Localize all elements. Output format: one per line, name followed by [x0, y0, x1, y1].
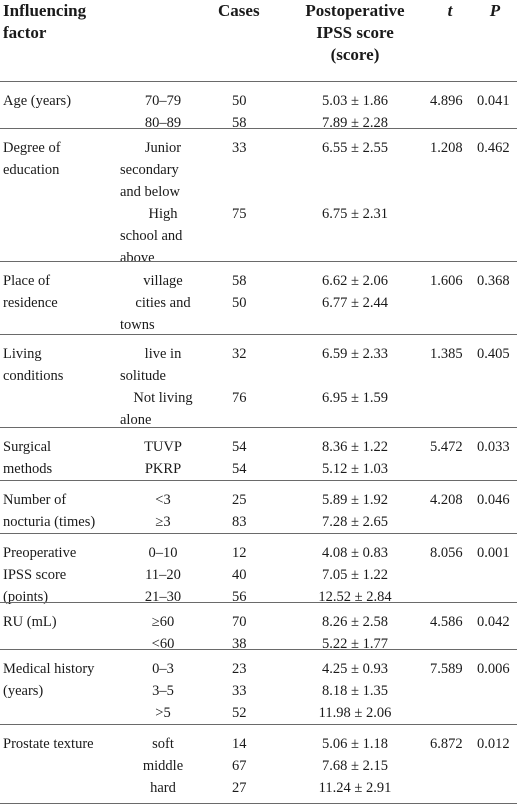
- cases-value: 70: [232, 614, 247, 630]
- p-value: 0.042: [477, 614, 510, 630]
- subgroup-label: above: [120, 250, 155, 266]
- score-value: 5.22 ± 1.77: [322, 636, 388, 652]
- cases-value: 54: [232, 461, 247, 477]
- score-value: 8.18 ± 1.35: [322, 683, 388, 699]
- row-divider: [0, 724, 517, 725]
- subgroup-label: >5: [155, 705, 171, 721]
- subgroup-label: 0–3: [152, 661, 174, 677]
- t-value: 6.872: [430, 736, 463, 752]
- score-value: 6.75 ± 2.31: [322, 206, 388, 222]
- score-value: 7.05 ± 1.22: [322, 567, 388, 583]
- subgroup-label: <3: [155, 492, 171, 508]
- factor-label: nocturia (times): [3, 514, 96, 530]
- cases-value: 52: [232, 705, 247, 721]
- p-value: 0.405: [477, 346, 510, 362]
- subgroup-label: TUVP: [144, 439, 182, 455]
- cases-value: 14: [232, 736, 247, 752]
- header-factor-line: Influencing: [3, 1, 87, 20]
- subgroup-label: village: [143, 273, 183, 289]
- subgroup-label: live in: [144, 346, 182, 362]
- factor-label: Living: [3, 346, 42, 362]
- score-value: 8.26 ± 2.58: [322, 614, 388, 630]
- subgroup-label: towns: [120, 317, 155, 333]
- cases-value: 83: [232, 514, 247, 530]
- factor-label: RU (mL): [3, 614, 57, 630]
- factor-label: Preoperative: [3, 545, 77, 561]
- subgroup-label: High: [148, 206, 178, 222]
- score-value: 5.03 ± 1.86: [322, 93, 388, 109]
- p-value: 0.462: [477, 140, 510, 156]
- score-value: 12.52 ± 2.84: [318, 589, 392, 605]
- subgroup-label: school and: [120, 228, 183, 244]
- p-value: 0.001: [477, 545, 510, 561]
- header-score-line: IPSS score: [316, 23, 394, 42]
- t-value: 8.056: [430, 545, 463, 561]
- factor-label: Age (years): [3, 93, 72, 109]
- subgroup-label: 11–20: [145, 567, 181, 583]
- subgroup-label: 3–5: [152, 683, 174, 699]
- factor-label: conditions: [3, 368, 64, 384]
- score-value: 7.89 ± 2.28: [322, 115, 388, 131]
- subgroup-label: cities and: [135, 295, 191, 311]
- row-divider: [0, 649, 517, 650]
- cases-value: 58: [232, 273, 247, 289]
- cases-value: 50: [232, 93, 247, 109]
- t-value: 4.896: [430, 93, 463, 109]
- factor-label: Prostate texture: [3, 736, 94, 752]
- subgroup-label: 70–79: [144, 93, 182, 109]
- cases-value: 32: [232, 346, 247, 362]
- score-value: 6.59 ± 2.33: [322, 346, 388, 362]
- subgroup-label: ≥3: [155, 514, 171, 530]
- factor-label: (points): [3, 589, 49, 605]
- cases-value: 75: [232, 206, 247, 222]
- header-score: [280, 0, 430, 66]
- score-value: 5.12 ± 1.03: [322, 461, 388, 477]
- cases-value: 25: [232, 492, 247, 508]
- factor-label: Surgical: [3, 439, 52, 455]
- p-value: 0.012: [477, 736, 510, 752]
- score-value: 6.62 ± 2.06: [322, 273, 388, 289]
- score-value: 4.08 ± 0.83: [322, 545, 388, 561]
- cases-value: 54: [232, 439, 247, 455]
- header-score-line: (score): [330, 45, 380, 64]
- t-value: 1.208: [430, 140, 463, 156]
- cases-value: 27: [232, 780, 247, 796]
- cases-value: 56: [232, 589, 247, 605]
- subgroup-label: Not living: [133, 390, 193, 406]
- subgroup-label: and below: [120, 184, 180, 200]
- subgroup-label: solitude: [120, 368, 166, 384]
- cases-value: 33: [232, 140, 247, 156]
- t-value: 4.586: [430, 614, 463, 630]
- header-p: P: [489, 1, 501, 20]
- subgroup-label: 80–89: [144, 115, 182, 131]
- score-value: 7.68 ± 2.15: [322, 758, 388, 774]
- cases-value: 23: [232, 661, 247, 677]
- score-value: 11.98 ± 2.06: [318, 705, 392, 721]
- t-value: 4.208: [430, 492, 463, 508]
- subgroup-label: soft: [152, 736, 174, 752]
- cases-value: 58: [232, 115, 247, 131]
- row-divider: [0, 480, 517, 481]
- header-rule: [0, 81, 517, 82]
- factor-label: Degree of: [3, 140, 61, 156]
- cases-value: 38: [232, 636, 247, 652]
- factor-label: methods: [3, 461, 53, 477]
- header-score-line: Postoperative: [305, 1, 405, 20]
- score-value: 6.55 ± 2.55: [322, 140, 388, 156]
- cases-value: 33: [232, 683, 247, 699]
- factor-label: Place of: [3, 273, 51, 289]
- cases-value: 67: [232, 758, 247, 774]
- header-factor-line: factor: [3, 23, 47, 42]
- score-value: 4.25 ± 0.93: [322, 661, 388, 677]
- factor-label: residence: [3, 295, 58, 311]
- score-value: 8.36 ± 1.22: [322, 439, 388, 455]
- subgroup-label: Junior: [144, 140, 182, 156]
- score-value: 6.77 ± 2.44: [322, 295, 388, 311]
- factor-label: (years): [3, 683, 44, 699]
- subgroup-label: alone: [120, 412, 152, 428]
- subgroup-label: PKRP: [144, 461, 182, 477]
- t-value: 5.472: [430, 439, 463, 455]
- p-value: 0.041: [477, 93, 510, 109]
- score-value: 5.06 ± 1.18: [322, 736, 388, 752]
- cases-value: 40: [232, 567, 247, 583]
- t-value: 1.385: [430, 346, 463, 362]
- p-value: 0.046: [477, 492, 510, 508]
- cases-value: 50: [232, 295, 247, 311]
- score-value: 5.89 ± 1.92: [322, 492, 388, 508]
- subgroup-label: middle: [142, 758, 184, 774]
- subgroup-label: 0–10: [148, 545, 178, 561]
- row-divider: [0, 128, 517, 129]
- row-divider: [0, 533, 517, 534]
- factor-label: Number of: [3, 492, 67, 508]
- subgroup-label: <60: [151, 636, 175, 652]
- subgroup-label: hard: [150, 780, 176, 796]
- factor-label: Medical history: [3, 661, 95, 677]
- factor-label: IPSS score: [3, 567, 67, 583]
- p-value: 0.006: [477, 661, 510, 677]
- factor-label: education: [3, 162, 60, 178]
- row-divider: [0, 602, 517, 603]
- score-value: 7.28 ± 2.65: [322, 514, 388, 530]
- row-divider: [0, 261, 517, 262]
- subgroup-label: secondary: [120, 162, 179, 178]
- cases-value: 76: [232, 390, 247, 406]
- header-cases: Cases: [218, 1, 260, 20]
- score-value: 6.95 ± 1.59: [322, 390, 388, 406]
- header-factor: [3, 0, 86, 44]
- p-value: 0.033: [477, 439, 510, 455]
- p-value: 0.368: [477, 273, 510, 289]
- row-divider: [0, 427, 517, 428]
- t-value: 7.589: [430, 661, 463, 677]
- header-t: t: [447, 1, 453, 20]
- score-value: 11.24 ± 2.91: [318, 780, 392, 796]
- cases-value: 12: [232, 545, 247, 561]
- row-divider: [0, 334, 517, 335]
- subgroup-label: ≥60: [151, 614, 175, 630]
- t-value: 1.606: [430, 273, 463, 289]
- subgroup-label: 21–30: [144, 589, 182, 605]
